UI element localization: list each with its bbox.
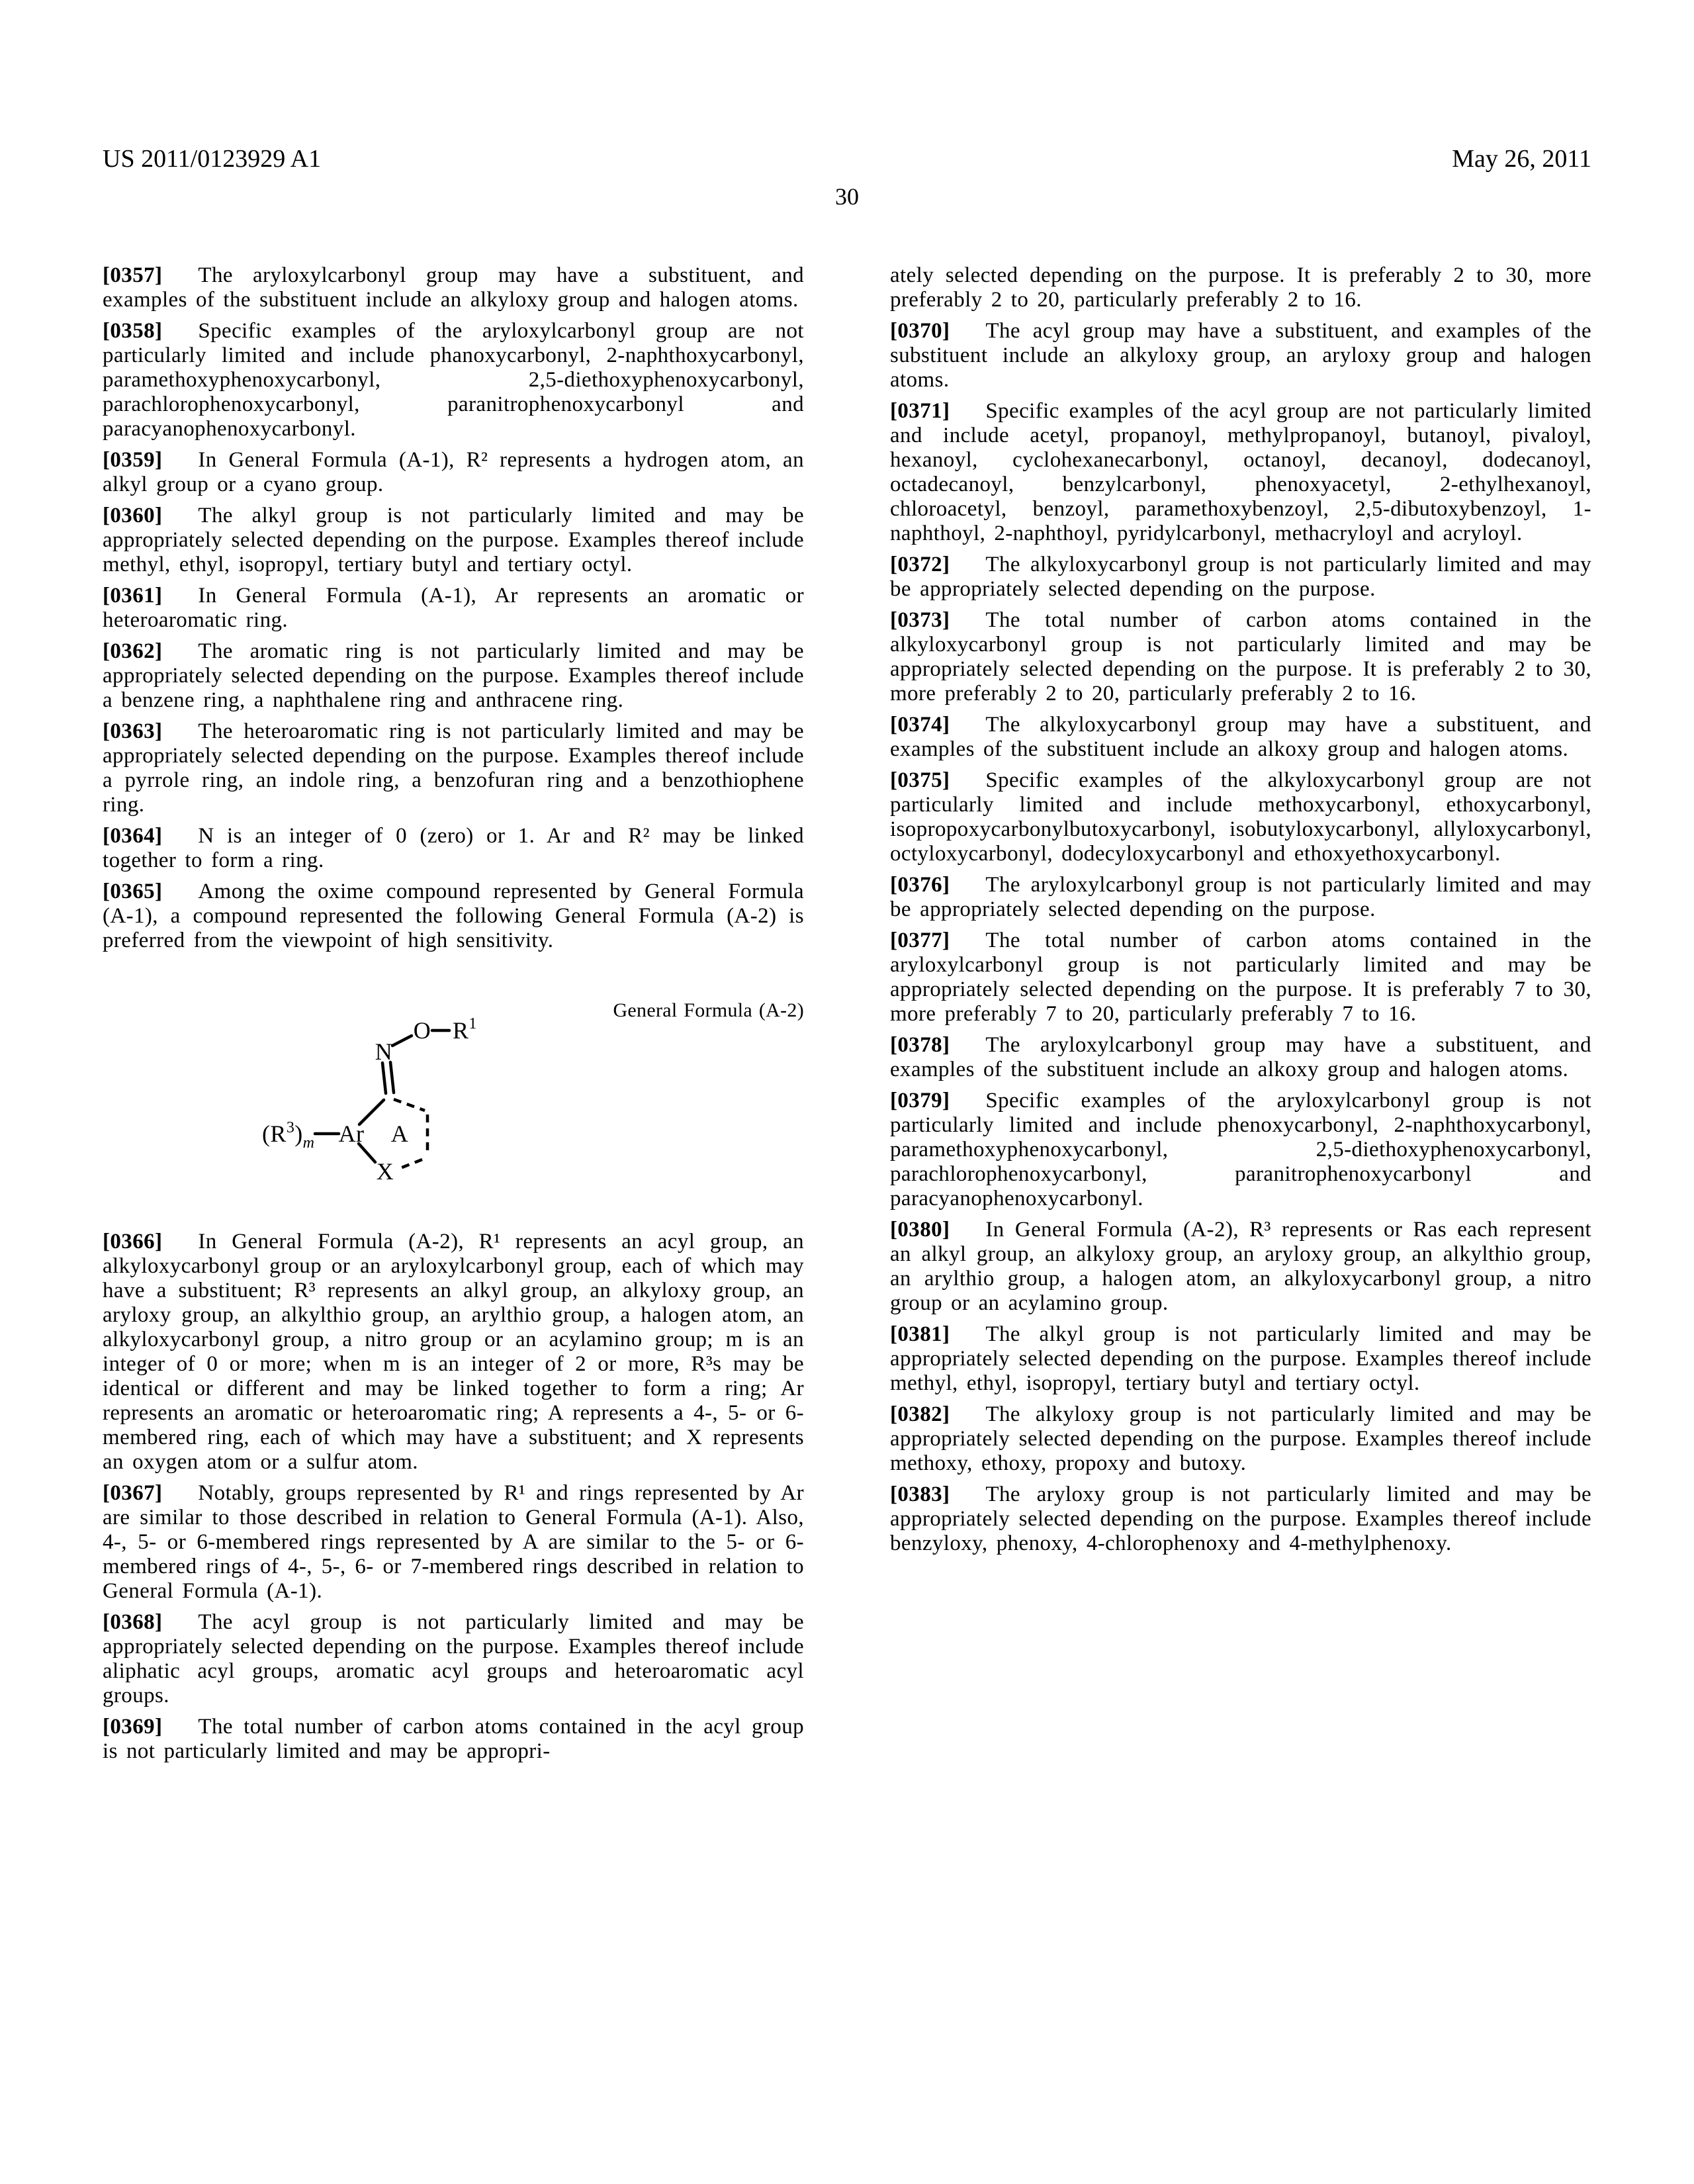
paragraph-number: [0359]	[103, 448, 163, 472]
paragraph-number: [0358]	[103, 319, 163, 343]
dashed-bond-c-ring	[394, 1099, 425, 1111]
paragraph-text: The alkyloxycarbonyl group may have a substituent, and examples of the substituent include an alkoxy group and halogen atoms.	[890, 713, 1591, 761]
paragraph-text: In General Formula (A-2), R¹ represents an acyl group, an alkyloxycarbonyl group or an aryloxylcarbonyl group, each of which may have a substituent; R³ represents an alkyl group, an alkyloxy group, an aryloxy group, an alkylthio group, an arylthio group, a halogen atom, an alkyloxycarbonyl group, a nitro group or an acylamino group; m is an integer of 0 or more; when m is an integer of 2 or more, R³s may be identical or different and may be linked together to form a ring; Ar represents an aromatic or heteroaromatic ring; A represents a 4-, 5- or 6-membered ring, each of which may have a substituent; and X represents an oxygen atom or a sulfur atom.	[103, 1230, 804, 1474]
patent-paragraph	[890, 1402, 1591, 1476]
paragraph-number: [0360]	[103, 504, 163, 527]
paragraph-text: The aryloxy group is not particularly limited and may be appropriately selected depending on the purpose. Examples thereof include benzyloxy, phenoxy, 4-chlorophenoxy and 4-methylphenoxy.	[890, 1482, 1591, 1555]
paragraph-text: Among the oxime compound represented by General Formula (A-1), a compound represented the following General Formula (A-2) is preferred from the viewpoint of high sensitivity.	[103, 880, 804, 952]
paragraph-number: [0381]	[890, 1322, 950, 1346]
patent-paragraph	[890, 608, 1591, 706]
atom-r1-base: R	[453, 1017, 469, 1044]
paragraph-text: The aryloxylcarbonyl group is not particularly limited and may be appropriately selected depending on the purpose.	[890, 873, 1591, 921]
paragraph-text: ately selected depending on the purpose. It is preferably 2 to 30, more preferably 2 to 20, particularly preferably 2 to 16.	[890, 263, 1591, 312]
paragraph-text: The alkyl group is not particularly limited and may be appropriately selected depending on the purpose. Examples thereof include methyl, ethyl, isopropyl, tertiary butyl and tertiary octyl.	[103, 504, 804, 576]
paragraph-number: [0366]	[103, 1230, 163, 1253]
paragraph-number: [0357]	[103, 263, 163, 287]
paragraph-number: [0377]	[890, 929, 950, 952]
r3-open: (R	[262, 1120, 287, 1147]
patent-paragraph	[103, 1610, 804, 1708]
right-column	[890, 263, 1591, 1770]
paragraph-text: In General Formula (A-2), R³ represents or Ras each represent an alkyl group, an alkyloxy group, an aryloxy group, an alkylthio group, an arylthio group, a halogen atom, an alkyloxycarbonyl group, a nitro group or an acylamino group.	[890, 1218, 1591, 1315]
r3-superscript: 3	[286, 1119, 295, 1136]
atom-o: O	[413, 1017, 431, 1044]
paragraph-number: [0367]	[103, 1481, 163, 1505]
two-column-body	[0, 263, 1694, 1770]
paragraph-text: The aryloxylcarbonyl group may have a substituent, and examples of the substituent include an alkyloxy group and halogen atoms.	[103, 263, 804, 312]
paragraph-text: In General Formula (A-1), Ar represents an aromatic or heteroaromatic ring.	[103, 584, 804, 632]
paragraph-number: [0361]	[103, 584, 163, 608]
paragraph-text: The alkyl group is not particularly limited and may be appropriately selected depending on the purpose. Examples thereof include methyl, ethyl, isopropyl, tertiary butyl and tertiary octyl.	[890, 1322, 1591, 1395]
patent-paragraph	[890, 768, 1591, 866]
paragraph-text: The total number of carbon atoms contained in the aryloxylcarbonyl group is not particularly limited and may be appropriately selected depending on the purpose. It is preferably 7 to 30, more preferably 7 to 20, particularly preferably 7 to 16.	[890, 929, 1591, 1026]
paragraph-text: Specific examples of the acyl group are not particularly limited and include acetyl, propanoyl, methylpropanoyl, butanoyl, pivaloyl, hexanoyl, cyclohexanecarbonyl, octanoyl, decanoyl, dodecanoyl, octadecanoyl, benzylcarbonyl, phenoxyacetyl, 2-ethylhexanoyl, chloroacetyl, benzoyl, paramethoxybenzoyl, 2,5-dibutoxybenzoyl, 1-naphthoyl, 2-naphthoyl, pyridylcarbonyl, methacryloyl and acryloyl.	[890, 399, 1591, 545]
patent-paragraph	[890, 713, 1591, 762]
patent-paragraph	[103, 448, 804, 497]
double-bond-c-n-right	[390, 1062, 394, 1093]
paragraph-number: [0370]	[890, 319, 950, 343]
paragraph-text: The acyl group may have a substituent, and examples of the substituent include an alkyloxy group, an aryloxy group and halogen atoms.	[890, 319, 1591, 392]
paragraph-number: [0371]	[890, 399, 950, 423]
patent-paragraph	[890, 553, 1591, 602]
left-column	[103, 263, 804, 1770]
paragraph-text: In General Formula (A-1), R² represents a hydrogen atom, an alkyl group or a cyano group.	[103, 448, 804, 496]
paragraph-number: [0365]	[103, 880, 163, 903]
patent-paragraph	[103, 584, 804, 633]
formula-label: General Formula (A-2)	[613, 999, 804, 1021]
bond-n-o	[392, 1036, 412, 1046]
paragraph-number: [0369]	[103, 1715, 163, 1739]
double-bond-c-n-left	[382, 1063, 386, 1093]
paragraph-number: [0374]	[890, 713, 950, 737]
ring-label-a: A	[390, 1120, 409, 1147]
paragraph-number: [0372]	[890, 553, 950, 576]
paragraph-number: [0368]	[103, 1610, 163, 1634]
paragraph-number: [0382]	[890, 1402, 950, 1426]
patent-paragraph	[890, 929, 1591, 1026]
patent-paragraph-continuation	[890, 263, 1591, 312]
patent-paragraph	[890, 319, 1591, 392]
paragraph-text: Notably, groups represented by R¹ and rings represented by Ar are similar to those described in relation to General Formula (A-1). Also, 4-, 5- or 6-membered rings represented by A are similar to the 5- or 6-membered rings of 4-, 5-, 6- or 7-membered rings described in relation to General Formula (A-1).	[103, 1481, 804, 1603]
atom-ar: Ar	[338, 1120, 365, 1147]
publication-number: US 2011/0123929 A1	[103, 145, 322, 173]
paragraph-number: [0373]	[890, 608, 950, 632]
patent-paragraph	[890, 1218, 1591, 1316]
paragraph-number: [0376]	[890, 873, 950, 897]
patent-paragraph	[890, 1089, 1591, 1211]
paragraph-text: The alkyloxy group is not particularly limited and may be appropriately selected depending on the purpose. Examples thereof include methoxy, ethoxy, propoxy and butoxy.	[890, 1402, 1591, 1475]
paragraph-text: The alkyloxycarbonyl group is not particularly limited and may be appropriately selected depending on the purpose.	[890, 553, 1591, 601]
patent-paragraph	[890, 873, 1591, 922]
patent-paragraph	[890, 1482, 1591, 1556]
paragraph-number: [0362]	[103, 639, 163, 663]
patent-paragraph	[103, 719, 804, 817]
paragraph-number: [0364]	[103, 824, 163, 848]
paragraph-text: N is an integer of 0 (zero) or 1. Ar and R² may be linked together to form a ring.	[103, 824, 804, 872]
patent-paragraph	[103, 1230, 804, 1475]
paragraph-number: [0363]	[103, 719, 163, 743]
paragraph-number: [0375]	[890, 768, 950, 792]
paragraph-text: Specific examples of the aryloxylcarbonyl group are not particularly limited and include phanoxycarbonyl, 2-naphthoxycarbonyl, paramethoxyphenoxycarbonyl, 2,5-diethoxyphenoxycarbonyl, parachlorophenoxycarbonyl, paranitrophenoxycarbonyl and paracyanophenoxycarbonyl.	[103, 319, 804, 441]
patent-paragraph	[890, 1033, 1591, 1082]
atom-n: N	[375, 1038, 393, 1065]
substituent-r3m	[262, 1119, 314, 1152]
oxime-chemical-structure	[258, 1006, 503, 1205]
publication-date: May 26, 2011	[1452, 145, 1591, 173]
paragraph-number: [0378]	[890, 1033, 950, 1057]
patent-paragraph	[103, 1481, 804, 1604]
patent-paragraph	[103, 263, 804, 312]
paragraph-number: [0383]	[890, 1482, 950, 1506]
paragraph-text: The acyl group is not particularly limited and may be appropriately selected depending on the purpose. Examples thereof include aliphatic acyl groups, aromatic acyl groups and heteroaromatic acyl groups.	[103, 1610, 804, 1707]
paragraph-text: The heteroaromatic ring is not particularly limited and may be appropriately selected depending on the purpose. Examples thereof include a pyrrole ring, an indole ring, a benzofuran ring and a benzothiophene ring.	[103, 719, 804, 817]
page-header	[0, 0, 1694, 172]
paragraph-text: Specific examples of the aryloxylcarbonyl group is not particularly limited and include phenoxycarbonyl, 2-naphthoxycarbonyl, paramethoxyphenoxycarbonyl, 2,5-diethoxyphenoxycarbonyl, parachlorophenoxycarbonyl, paranitrophenoxycarbonyl and paracyanophenoxycarbonyl.	[890, 1089, 1591, 1210]
patent-paragraph	[103, 504, 804, 577]
patent-paragraph	[103, 1715, 804, 1764]
patent-paragraph	[103, 319, 804, 441]
patent-paragraph	[103, 824, 804, 873]
dashed-bond-ring-x	[397, 1160, 422, 1169]
paragraph-text: The aryloxylcarbonyl group may have a substituent, and examples of the substituent include an alkoxy group and halogen atoms.	[890, 1033, 1591, 1081]
r3-close: )	[294, 1120, 303, 1147]
patent-paragraph	[890, 399, 1591, 546]
page-number: 30	[835, 183, 859, 210]
atom-r1-superscript: 1	[468, 1015, 477, 1032]
atom-x: X	[376, 1158, 394, 1185]
paragraph-number: [0379]	[890, 1089, 950, 1113]
paragraph-text: The total number of carbon atoms contained in the acyl group is not particularly limited and may be appropri-	[103, 1715, 804, 1763]
r3-subscript-m: m	[302, 1134, 315, 1152]
paragraph-text: The total number of carbon atoms contained in the alkyloxycarbonyl group is not particularly limited and may be appropriately selected depending on the purpose. It is preferably 2 to 30, more preferably 2 to 20, particularly preferably 2 to 16.	[890, 608, 1591, 705]
atom-r1	[453, 1015, 477, 1044]
paragraph-text: The aromatic ring is not particularly limited and may be appropriately selected depending on the purpose. Examples thereof include a benzene ring, a naphthalene ring and anthracene ring.	[103, 639, 804, 712]
paragraph-text: Specific examples of the alkyloxycarbonyl group are not particularly limited and include methoxycarbonyl, ethoxycarbonyl, isopropoxycarbonylbutoxycarbonyl, isobutyloxycarbonyl, allyloxycarbonyl, octyloxycarbonyl, dodecyloxycarbonyl and ethoxyethoxycarbonyl.	[890, 768, 1591, 866]
general-formula-a2-figure	[103, 960, 804, 1224]
patent-paragraph	[890, 1322, 1591, 1396]
paragraph-number: [0380]	[890, 1218, 950, 1242]
patent-paragraph	[103, 639, 804, 713]
patent-paragraph	[103, 880, 804, 953]
